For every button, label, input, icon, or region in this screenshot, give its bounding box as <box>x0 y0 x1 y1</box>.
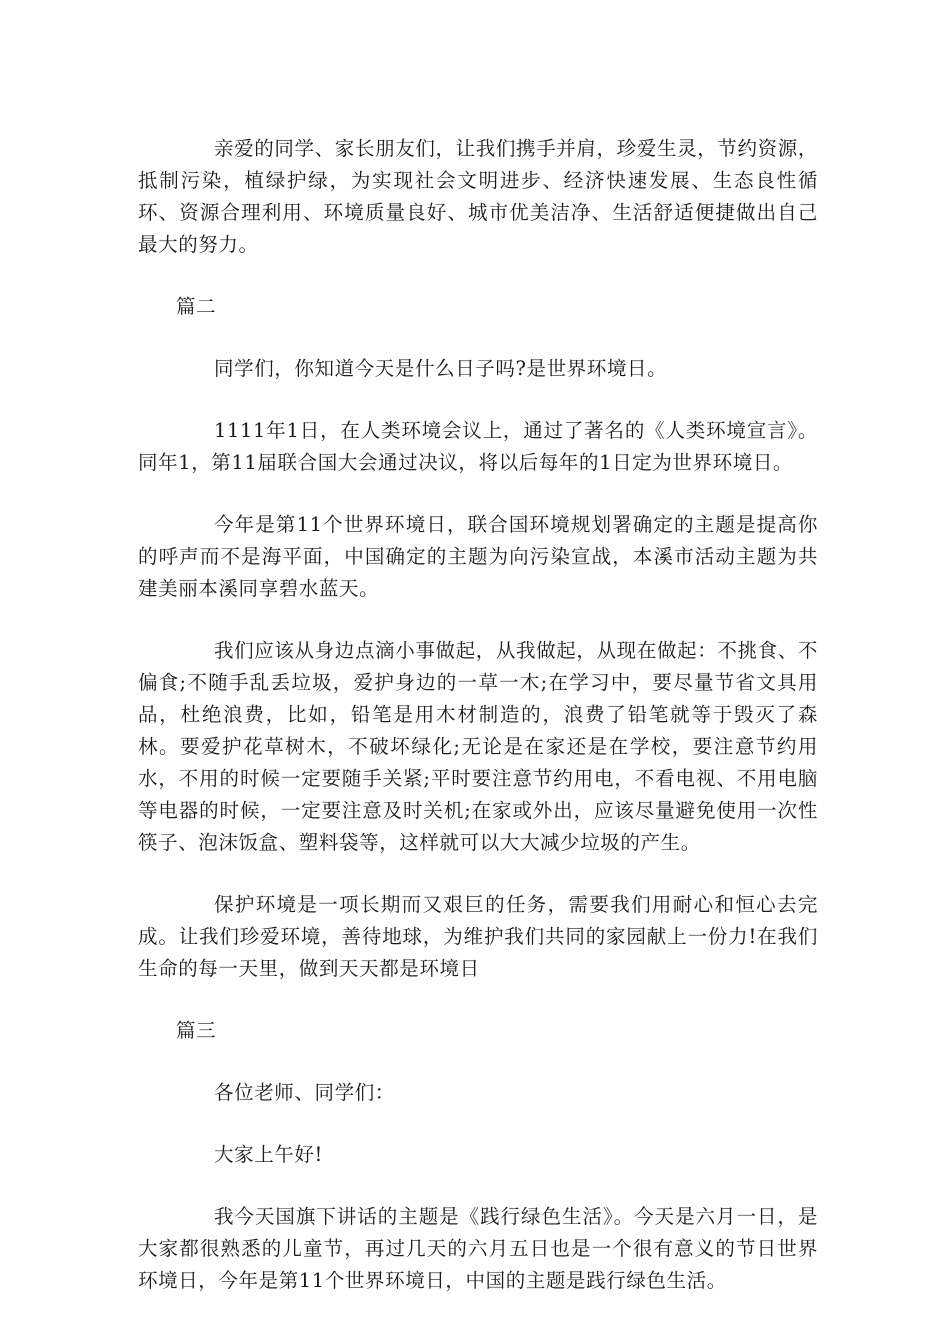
paragraph-greeting-question: 同学们，你知道今天是什么日子吗?是世界环境日。 <box>214 357 668 380</box>
paragraph-history: 1111年1日，在人类环境会议上，通过了著名的《人类环境宣言》。同年1，第11届联合国大会通过决议，将以后每年的1日定为世界环境日。 <box>138 419 818 474</box>
paragraph-conclusion: 保护环境是一项长期而又艰巨的任务，需要我们用耐心和恒心去完成。让我们珍爱环境，善待地球，为维护我们共同的家园献上一份力!在我们生命的每一天里，做到天天都是环境日 <box>138 893 818 980</box>
document-body <box>138 133 818 1327</box>
paragraph-salutation: 各位老师、同学们： <box>214 1081 395 1104</box>
paragraph-good-morning: 大家上午好! <box>214 1143 323 1166</box>
paragraph-closing-appeal: 亲爱的同学、家长朋友们，让我们携手并肩，珍爱生灵，节约资源，抵制污染，植绿护绿，为实现社会文明进步、经济快速发展、生态良性循环、资源合理利用、环境质量良好、城市优美洁净、生活舒适便捷做出自己最大的努力。 <box>138 137 818 256</box>
paragraph-theme: 今年是第11个世界环境日，联合国环境规划署确定的主题是提高你的呼声而不是海平面，中国确定的主题为向污染宣战，本溪市活动主题为共建美丽本溪同享碧水蓝天。 <box>138 513 818 600</box>
section-title-part-three: 篇三 <box>176 1019 217 1042</box>
paragraph-actions: 我们应该从身边点滴小事做起，从我做起，从现在做起：不挑食、不偏食;不随手乱丢垃圾，爱护身边的一草一木;在学习中，要尽量节省文具用品，杜绝浪费，比如，铅笔是用木材制造的，浪费了铅笔就等于毁灭了森林。要爱护花草树木，不破坏绿化;无论是在家还是在学校，要注意节约用水，不用的时候一定要随手关紧;平时要注意节约用电，不看电视、不用电脑等电器的时候，一定要注意及时关机;在家或外出，应该尽量避免使用一次性筷子、泡沫饭盒、塑料袋等，这样就可以大大减少垃圾的产生。 <box>138 639 818 854</box>
paragraph-speech-topic: 我今天国旗下讲话的主题是《践行绿色生活》。今天是六月一日，是大家都很熟悉的儿童节，再过几天的六月五日也是一个很有意义的节日世界环境日，今年是第11个世界环境日，中国的主题是践行绿色生活。 <box>138 1205 818 1292</box>
section-title-part-two: 篇二 <box>176 295 217 318</box>
